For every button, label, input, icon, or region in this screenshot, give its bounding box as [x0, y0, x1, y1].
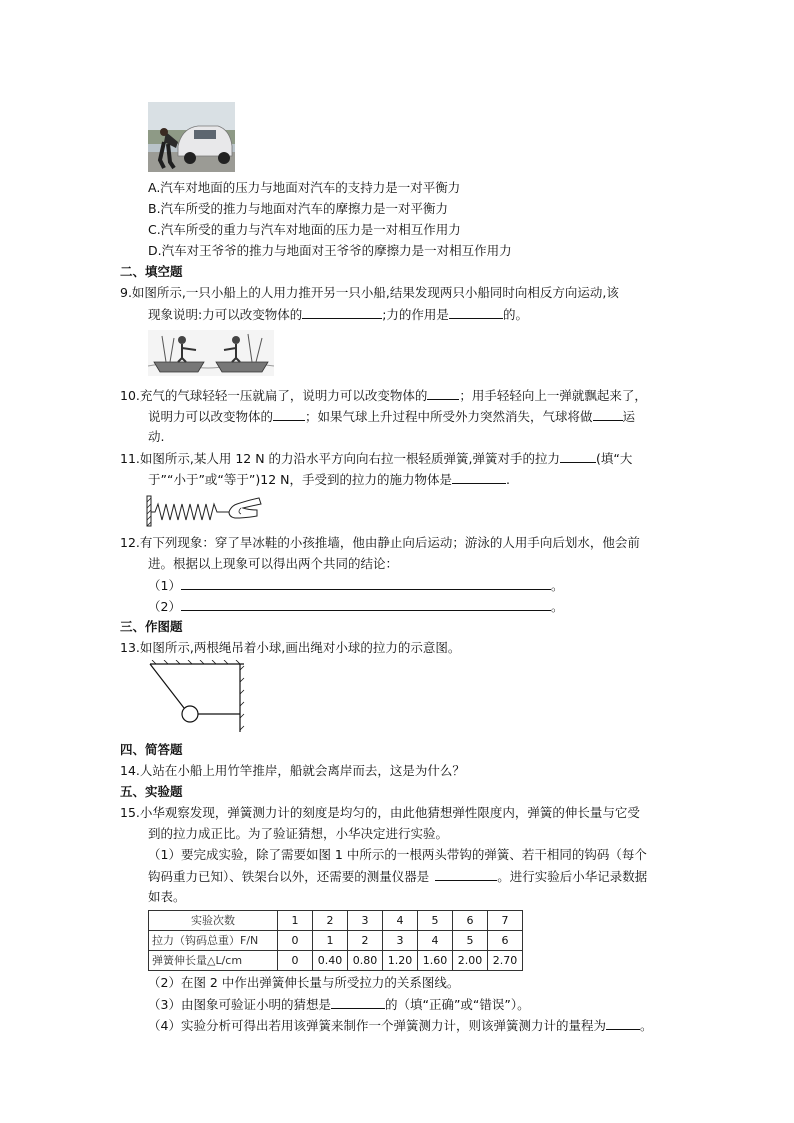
q10-text-d: ；如果气球上升过程中所受外力突然消失，气球将做: [305, 409, 593, 424]
q15-p3-text-b: 的（填“正确”或“错误”）。: [384, 997, 530, 1012]
q10-line2: [148, 406, 635, 428]
q15-blank-range[interactable]: [606, 1015, 640, 1030]
q11-line2: [148, 469, 510, 491]
table-cell: 4: [418, 931, 453, 951]
q8-option-a: A.汽车对地面的压力与地面对汽车的支持力是一对平衡力: [148, 180, 461, 195]
q8-option-d: D.汽车对王爷爷的推力与地面对王爷爷的摩擦力是一对相互作用力: [148, 243, 512, 258]
two-boats-figure: [148, 330, 274, 376]
q8-option-b: B.汽车所受的推力与地面对汽车的摩擦力是一对平衡力: [148, 201, 449, 216]
table-cell: 6: [488, 931, 523, 951]
table-cell: 6: [453, 911, 488, 931]
q15-part2: （2）在图 2 中作出弹簧伸长量与所受拉力的关系图线。: [148, 975, 460, 990]
q10-blank-3[interactable]: [593, 406, 623, 421]
q9-text-a: 现象说明:力可以改变物体的: [148, 307, 303, 322]
table-cell: 5: [418, 911, 453, 931]
section-drawing-heading: 三、作图题: [120, 619, 183, 634]
data-table: [148, 910, 523, 971]
table-cell: 1.20: [383, 951, 418, 971]
q12-item1-end: 。: [550, 578, 564, 593]
q14-text: 14.人站在小船上用竹竿推岸，船就会离岸而去，这是为什么？: [120, 763, 465, 778]
row-label-trials: 实验次数: [149, 911, 278, 931]
row-label-extension: 弹簧伸长量△L/cm: [149, 951, 278, 971]
q9-text-b: ;力的作用是: [382, 307, 449, 322]
q10-text-a: 10.充气的气球轻轻一压就扁了，说明力可以改变物体的: [120, 388, 428, 403]
table-cell: 2.70: [488, 951, 523, 971]
q10-text-b: ；用手轻轻向上一弹就飘起来了，: [459, 388, 647, 403]
q15-blank-instrument[interactable]: [435, 866, 497, 881]
section-fill-blank-heading: 二、填空题: [120, 264, 183, 279]
q8-option-c: C.汽车所受的重力与汽车对地面的压力是一对相互作用力: [148, 222, 461, 237]
table-cell: 2.00: [453, 951, 488, 971]
q11-blank-1[interactable]: [560, 448, 596, 463]
q15-line2: 到的拉力成正比。为了验证猜想，小华决定进行实验。: [148, 826, 449, 841]
q12-item1-label: （1）: [148, 578, 181, 593]
q15-p1-text-a: 钩码重力已知）、铁架台以外，还需要的测量仪器是: [148, 869, 430, 884]
car-pushing-photo: [148, 102, 235, 172]
table-cell: 3: [383, 931, 418, 951]
table-row: [149, 951, 523, 971]
q11-text-a: 11.如图所示,某人用 12 N 的力沿水平方向向右拉一根轻质弹簧,弹簧对手的拉力: [120, 451, 561, 466]
table-cell: 0.80: [348, 951, 383, 971]
q10-text-e: 运: [622, 409, 636, 424]
q11-blank-2[interactable]: [452, 469, 506, 484]
q15-p3-text-a: （3）由图象可验证小明的猜想是: [148, 997, 331, 1012]
q12-blank-1[interactable]: [181, 575, 551, 590]
table-row: [149, 931, 523, 951]
q15-p4-text-b: 。: [639, 1018, 653, 1033]
q9-blank-2[interactable]: [449, 304, 503, 319]
q12-line1: 12.有下列现象：穿了旱冰鞋的小孩推墙，他由静止向后运动；游泳的人用手向后划水，他会前: [120, 535, 640, 550]
q13-text: 13.如图所示,两根绳吊着小球,画出绳对小球的拉力的示意图。: [120, 640, 461, 655]
row-label-force: 拉力（钩码总重）F/N: [149, 931, 278, 951]
table-cell: 5: [453, 931, 488, 951]
q9-text-c: 的。: [502, 307, 528, 322]
q10-blank-2[interactable]: [273, 406, 305, 421]
q12-item2-label: （2）: [148, 599, 181, 614]
q15-blank-verdict[interactable]: [331, 994, 385, 1009]
table-cell: 0.40: [313, 951, 348, 971]
q9-line2: [148, 304, 528, 326]
q10-line3: 动.: [148, 429, 165, 444]
q12-line2: 进。根据以上现象可以得出两个共同的结论：: [148, 556, 399, 571]
q12-conclusion-2: [148, 596, 563, 618]
table-cell: 0: [278, 931, 313, 951]
hanging-ball-figure: [148, 660, 248, 735]
q9-line1: 9.如图所示,一只小船上的人用力推开另一只小船,结果发现两只小船同时向相反方向运动,该: [120, 285, 619, 300]
section-short-answer-heading: 四、简答题: [120, 742, 183, 757]
q15-part1-line1: （1）要完成实验，除了需要如图 1 中所示的一根两头带钩的弹簧、若干相同的钩码（每个: [148, 847, 647, 862]
table-cell: 7: [488, 911, 523, 931]
q11-text-d: .: [506, 472, 510, 487]
q11-text-c: 于”“小于”或“等于”)12 N，手受到的拉力的施力物体是: [148, 472, 452, 487]
q15-p1-text-b: 。进行实验后小华记录数据: [497, 869, 648, 884]
table-cell: 2: [313, 911, 348, 931]
table-cell: 1: [313, 931, 348, 951]
spring-hand-figure: [145, 492, 265, 530]
q10-line1: [120, 385, 647, 407]
table-row: [149, 911, 523, 931]
q11-text-b: (填“大: [596, 451, 633, 466]
table-cell: 3: [348, 911, 383, 931]
q15-part4: [148, 1015, 652, 1037]
table-cell: 1: [278, 911, 313, 931]
table-cell: 1.60: [418, 951, 453, 971]
q15-p4-text-a: （4）实验分析可得出若用该弹簧来制作一个弹簧测力计，则该弹簧测力计的量程为: [148, 1018, 606, 1033]
q12-item2-end: 。: [550, 599, 564, 614]
q15-part3: [148, 994, 530, 1016]
table-cell: 4: [383, 911, 418, 931]
q12-conclusion-1: [148, 575, 563, 597]
table-cell: 2: [348, 931, 383, 951]
q15-line1: 15.小华观察发现，弹簧测力计的刻度是均匀的，由此他猜想弹性限度内，弹簧的伸长量与它受: [120, 805, 640, 820]
q10-text-c: 说明力可以改变物体的: [148, 409, 274, 424]
table-cell: 0: [278, 951, 313, 971]
q12-blank-2[interactable]: [181, 596, 551, 611]
q9-blank-1[interactable]: [302, 304, 382, 319]
section-experiment-heading: 五、实验题: [120, 784, 183, 799]
q10-blank-1[interactable]: [427, 385, 459, 400]
q11-line1: [120, 448, 632, 470]
q15-part1-line3: 如表。: [148, 889, 186, 904]
q15-part1-line2: [148, 866, 647, 888]
